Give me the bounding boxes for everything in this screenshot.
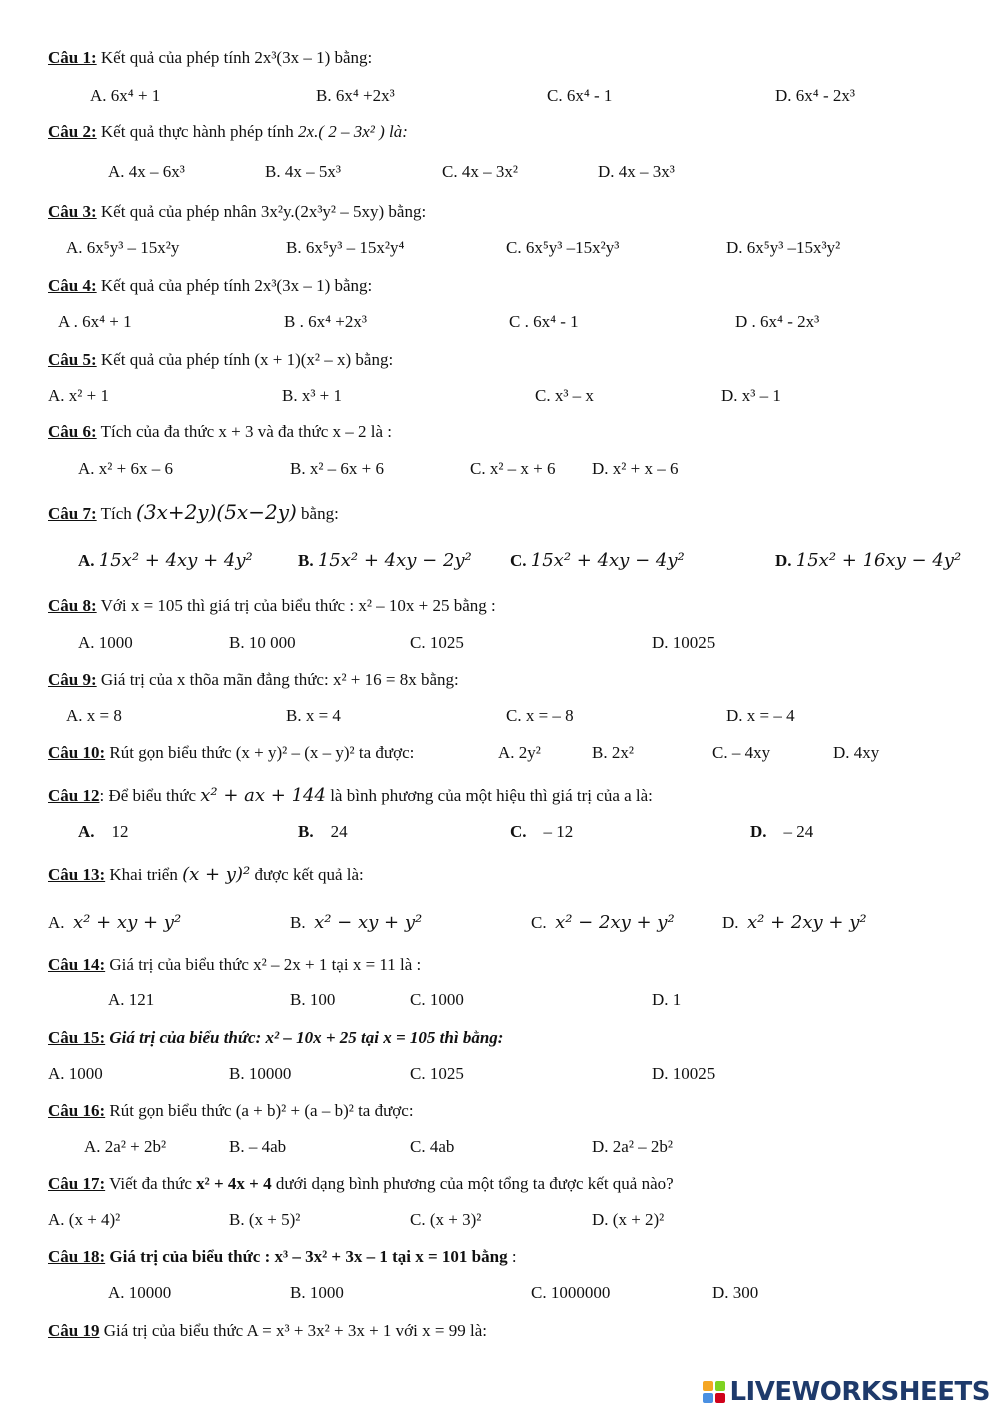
question-text-after: được kết quả là: — [250, 865, 364, 884]
option-value: 15x² + 4xy + 4y² — [98, 550, 253, 571]
question-label: Câu 17: — [48, 1174, 106, 1193]
option-value: 15x² + 4xy − 4y² — [530, 550, 685, 571]
option-label: B. — [298, 551, 314, 570]
option-a: A. 6x⁵y³ – 15x²y — [66, 238, 180, 257]
question-text: Kết quả của phép tính 2x³(3x – 1) bằng: — [96, 48, 373, 67]
question-label: Câu 13: — [48, 865, 106, 884]
option-d: D. 1 — [652, 990, 682, 1009]
question-5 — [48, 350, 393, 370]
option-c: C. 6x⁴ - 1 — [547, 86, 613, 105]
question-label: Câu 10: — [48, 743, 106, 762]
option-d: D. 10025 — [652, 633, 716, 652]
option-c: C. 1000 — [410, 990, 464, 1009]
question-label: Câu 3: — [48, 202, 97, 221]
question-1 — [48, 48, 372, 68]
liveworksheets-logo-icon — [703, 1381, 725, 1403]
liveworksheets-logo — [703, 1377, 990, 1407]
option-a: A. 121 — [108, 990, 155, 1009]
option-value: – 24 — [783, 822, 814, 841]
option-b: B . 6x⁴ +2x³ — [284, 312, 367, 331]
question-label: Câu 15: — [48, 1028, 106, 1047]
option-a: A. x² + 6x – 6 — [78, 459, 173, 478]
question-18 — [48, 1247, 517, 1267]
question-text: Tích của đa thức x + 3 và đa thức x – 2 là : — [96, 422, 393, 441]
option-b — [290, 912, 422, 933]
option-d: D. 2a² – 2b² — [592, 1137, 674, 1156]
option-d — [722, 912, 867, 933]
options-5 — [0, 386, 1000, 410]
question-text: Giá trị của x thõa mãn đẳng thức: x² + 16 = 8x bằng: — [96, 670, 459, 689]
option-b — [298, 550, 472, 571]
option-label: C. — [510, 551, 527, 570]
option-b: B. 6x⁵y³ – 15x²y⁴ — [286, 238, 405, 257]
question-7 — [48, 500, 339, 524]
options-12 — [0, 822, 1000, 846]
options-16 — [0, 1137, 1000, 1161]
option-label: D. — [750, 822, 767, 841]
option-c: C. – 4xy — [712, 743, 771, 762]
options-8 — [0, 633, 1000, 657]
options-9 — [0, 706, 1000, 730]
option-label: B. — [298, 822, 314, 841]
option-d: D. 6x⁴ - 2x³ — [775, 86, 855, 105]
option-c: C. 6x⁵y³ –15x²y³ — [506, 238, 620, 257]
options-2 — [0, 162, 1000, 186]
options-7 — [0, 550, 1000, 574]
option-a: A . 6x⁴ + 1 — [58, 312, 132, 331]
question-text: Giá trị của biểu thức: x² – 10x + 25 tại x = 105 thì bằng: — [105, 1028, 504, 1047]
question-label: Câu 1: — [48, 48, 97, 67]
option-a — [48, 912, 181, 933]
option-value: x² + 2xy + y² — [747, 912, 867, 933]
option-a: A. 2y² — [498, 743, 541, 762]
option-label: B. — [290, 913, 306, 932]
question-text-after: bằng: — [296, 504, 339, 523]
question-label: Câu 9: — [48, 670, 97, 689]
option-b: B. 4x – 5x³ — [265, 162, 341, 181]
option-a — [78, 550, 253, 571]
question-text: Tích — [96, 504, 137, 523]
option-a: A. 1000 — [48, 1064, 103, 1083]
question-13 — [48, 864, 364, 885]
options-4 — [0, 312, 1000, 336]
question-label: Câu 8: — [48, 596, 97, 615]
option-label: C. — [531, 913, 547, 932]
options-3 — [0, 238, 1000, 262]
options-15 — [0, 1064, 1000, 1088]
option-a: A. x = 8 — [66, 706, 122, 725]
option-c — [510, 550, 685, 571]
question-text: Kết quả của phép tính (x + 1)(x² – x) bằng: — [96, 350, 394, 369]
question-text: Giá trị của biểu thức x² – 2x + 1 tại x = 11 là : — [105, 955, 422, 974]
question-2 — [48, 122, 408, 142]
question-9 — [48, 670, 459, 690]
option-label: A. — [78, 551, 95, 570]
question-text: Rút gọn biểu thức (x + y)² – (x – y)² ta được: — [105, 743, 415, 762]
question-text-after: là bình phương của một hiệu thì giá trị của a là: — [325, 786, 653, 805]
option-a: A. 2a² + 2b² — [84, 1137, 167, 1156]
question-text-after: : — [507, 1247, 517, 1266]
option-d: D. x³ – 1 — [721, 386, 781, 405]
option-c: C. 1025 — [410, 1064, 464, 1083]
question-text: Kết quả thực hành phép tính — [96, 122, 299, 141]
option-d: D. x = – 4 — [726, 706, 795, 725]
question-math: x² + ax + 144 — [200, 785, 326, 806]
option-b: B. x² – 6x + 6 — [290, 459, 385, 478]
option-c: C. 4x – 3x² — [442, 162, 518, 181]
question-label: Câu 16: — [48, 1101, 106, 1120]
option-d: D. x² + x – 6 — [592, 459, 679, 478]
option-label: C. — [510, 822, 527, 841]
option-c: C. x³ – x — [535, 386, 594, 405]
option-c: C. 1000000 — [531, 1283, 611, 1302]
option-c: C. 1025 — [410, 633, 464, 652]
question-17 — [48, 1174, 674, 1194]
option-label: D. — [722, 913, 739, 932]
question-label: Câu 14: — [48, 955, 106, 974]
option-value: 24 — [330, 822, 348, 841]
question-text-bold: x² + 4x + 4 — [196, 1174, 272, 1193]
question-4 — [48, 276, 372, 296]
option-a: A. x² + 1 — [48, 386, 109, 405]
options-6 — [0, 459, 1000, 483]
question-text: Khai triển — [105, 865, 183, 884]
question-8 — [48, 596, 496, 616]
question-label: Câu 2: — [48, 122, 97, 141]
option-c: C . 6x⁴ - 1 — [509, 312, 579, 331]
option-b: B. 6x⁴ +2x³ — [316, 86, 395, 105]
question-16 — [48, 1101, 414, 1121]
question-text: Viết đa thức — [105, 1174, 197, 1193]
option-label: A. — [78, 822, 95, 841]
question-label: Câu 7: — [48, 504, 97, 523]
option-d — [775, 550, 961, 571]
question-text: Giá trị của biểu thức : x³ – 3x² + 3x – 1 tại x = 101 bằng — [105, 1247, 508, 1266]
question-19 — [48, 1321, 487, 1341]
option-d: D. (x + 2)² — [592, 1210, 665, 1229]
question-math: (x + y)² — [182, 864, 251, 885]
option-label: A. — [48, 913, 65, 932]
question-text: Với x = 105 thì giá trị của biểu thức : x² – 10x + 25 bằng : — [96, 596, 496, 615]
option-a: A. 1000 — [78, 633, 133, 652]
option-d — [750, 822, 813, 842]
option-a: A. 6x⁴ + 1 — [90, 86, 161, 105]
option-value: x² − xy + y² — [314, 912, 423, 933]
option-b: B. 10 000 — [229, 633, 296, 652]
option-b — [298, 822, 348, 842]
question-text: : Để biểu thức — [99, 786, 201, 805]
option-value: – 12 — [543, 822, 574, 841]
option-label: D. — [775, 551, 792, 570]
option-c — [510, 822, 573, 842]
option-b: B. x = 4 — [286, 706, 341, 725]
option-a — [78, 822, 129, 842]
question-label: Câu 5: — [48, 350, 97, 369]
option-d: D . 6x⁴ - 2x³ — [735, 312, 820, 331]
option-c: C. x² – x + 6 — [470, 459, 556, 478]
question-label: Câu 12 — [48, 786, 100, 805]
question-3 — [48, 202, 426, 222]
option-c: C. 4ab — [410, 1137, 455, 1156]
question-math: (3x+2y)(5x−2y) — [136, 500, 297, 524]
option-d: D. 4xy — [833, 743, 880, 762]
option-value: 15x² + 4xy − 2y² — [317, 550, 472, 571]
question-text-after: dưới dạng bình phương của một tổng ta được kết quả nào? — [271, 1174, 674, 1193]
question-label: Câu 4: — [48, 276, 97, 295]
options-10 — [0, 743, 1000, 767]
option-b: B. (x + 5)² — [229, 1210, 301, 1229]
option-d: D. 4x – 3x³ — [598, 162, 675, 181]
question-12 — [48, 785, 653, 806]
options-18 — [0, 1283, 1000, 1307]
option-a: A. 4x – 6x³ — [108, 162, 185, 181]
option-b: B. 100 — [290, 990, 336, 1009]
option-d: D. 300 — [712, 1283, 759, 1302]
question-text: Rút gọn biểu thức (a + b)² + (a – b)² ta được: — [105, 1101, 414, 1120]
question-label: Câu 18: — [48, 1247, 106, 1266]
option-value: x² − 2xy + y² — [555, 912, 675, 933]
option-value: 12 — [111, 822, 129, 841]
logo-text: LIVEWORKSHEETS — [729, 1377, 990, 1407]
option-c: C. x = – 8 — [506, 706, 574, 725]
option-c: C. (x + 3)² — [410, 1210, 482, 1229]
option-b: B. 1000 — [290, 1283, 344, 1302]
option-d: D. 10025 — [652, 1064, 716, 1083]
option-a: A. (x + 4)² — [48, 1210, 121, 1229]
options-17 — [0, 1210, 1000, 1234]
options-13 — [0, 912, 1000, 936]
options-14 — [0, 990, 1000, 1014]
option-b: B. x³ + 1 — [282, 386, 343, 405]
option-b: B. 2x² — [592, 743, 634, 762]
option-b: B. 10000 — [229, 1064, 292, 1083]
question-label: Câu 6: — [48, 422, 97, 441]
option-b: B. – 4ab — [229, 1137, 287, 1156]
question-text: Kết quả của phép nhân 3x²y.(2x³y² – 5xy) bằng: — [96, 202, 427, 221]
option-d: D. 6x⁵y³ –15x³y² — [726, 238, 841, 257]
question-text: Giá trị của biểu thức A = x³ + 3x² + 3x + 1 với x = 99 là: — [99, 1321, 487, 1340]
question-14 — [48, 955, 421, 975]
options-1 — [0, 86, 1000, 110]
question-6 — [48, 422, 392, 442]
option-c — [531, 912, 675, 933]
question-text: Kết quả của phép tính 2x³(3x – 1) bằng: — [96, 276, 373, 295]
question-text-italic: 2x.( 2 – 3x² ) là: — [298, 122, 408, 141]
option-value: 15x² + 16xy − 4y² — [795, 550, 962, 571]
option-a: A. 10000 — [108, 1283, 172, 1302]
question-15 — [48, 1028, 503, 1048]
question-label: Câu 19 — [48, 1321, 100, 1340]
option-value: x² + xy + y² — [73, 912, 182, 933]
